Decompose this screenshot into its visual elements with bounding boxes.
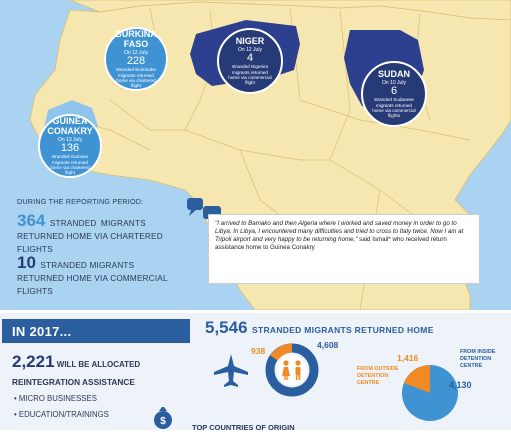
airplane-icon: [212, 352, 250, 388]
return-count: 4: [246, 52, 254, 65]
chartered-flights-stat: [17, 211, 177, 255]
quote-attribution: said Ismail* who received return assistance home to Guinea Conakry: [215, 236, 447, 251]
money-bag-icon: [152, 405, 174, 430]
in-2017-banner: IN 2017...: [2, 319, 190, 343]
return-date: On 12 July: [238, 47, 262, 54]
country-name: NIGER: [235, 36, 265, 47]
detention-pie-chart: [398, 361, 462, 425]
svg-text:$: $: [160, 416, 166, 427]
return-count: 6: [390, 85, 398, 98]
inside-detention-label: [460, 349, 495, 370]
reintegration-label: REINTEGRATION ASSISTANCE: [12, 377, 135, 387]
stat-value: 364: [17, 211, 46, 230]
guinea-conakry-bubble: [38, 114, 102, 178]
stat-text-b: MIGRANTS RETURNED HOME VIA CHARTERED FLIGHTS: [17, 219, 163, 254]
allocation-stat: [12, 352, 140, 372]
return-desc: stranded Burkinabe migrants returned home via chartered flight: [116, 67, 156, 89]
stat-text-a: STRANDED: [49, 219, 97, 228]
commercial-flights-stat: [17, 253, 177, 297]
return-desc: stranded Nigerien migrants returned home via commercial flight: [228, 64, 272, 86]
top-countries-heading: TOP COUNTRIES OF ORIGIN: [192, 423, 295, 432]
label-line: FROM OUTSIDE: [357, 366, 399, 372]
bullet-text: EDUCATION/TRAININGS: [18, 410, 109, 419]
label-line: DETENTION: [357, 373, 389, 379]
stat-value: 10: [17, 253, 36, 272]
gender-donut-chart: [262, 340, 322, 400]
niger-bubble: [217, 28, 283, 94]
label-line: FROM INSIDE: [460, 349, 496, 355]
bullet-text: MICRO BUSINESSES: [18, 394, 97, 403]
stat-text-b: RETURNED HOME VIA COMMERCIAL FLIGHTS: [17, 274, 168, 296]
country-name: BURKINA FASO: [115, 29, 157, 50]
male-count: 4,608: [317, 340, 339, 350]
bullet-education: • EDUCATION/TRAININGS: [14, 410, 109, 419]
country-name: GUINEA CONAKRY: [47, 116, 93, 137]
return-desc: stranded Sudanese migrants returned home via commercial flights: [372, 97, 416, 119]
inside-detention-count: 4,130: [449, 380, 472, 390]
outside-detention-count: 1,416: [397, 353, 419, 363]
total-label: STRANDED MIGRANTS RETURNED HOME: [252, 325, 434, 335]
return-desc: stranded Guinean migrants returned home via chartered flight: [50, 154, 90, 176]
label-line: DETENTION: [460, 356, 492, 362]
return-count: 136: [60, 142, 80, 155]
quote-text: "I arrived to Bamako and then Algeria where I worked and saved money in order to go to Libya. In Libya, I encountered many difficulties and tried to cross to Italy twice. Now I am at Tripoli airport and very happy to be returning home,": [215, 220, 464, 243]
alloc-text: WILL BE ALLOCATED: [56, 360, 141, 369]
total-value: 5,546: [205, 318, 248, 337]
label-line: CENTRE: [357, 380, 380, 386]
country-name: SUDAN: [377, 69, 410, 80]
total-returned-stat: [205, 318, 434, 338]
return-date: On 12 July: [124, 50, 148, 57]
return-date: On 10 July: [382, 80, 406, 87]
return-count: 228: [126, 55, 146, 68]
burkina-faso-bubble: [104, 27, 168, 91]
label-line: CENTRE: [460, 363, 483, 369]
alloc-value: 2,221: [12, 352, 55, 371]
female-count: 938: [251, 346, 266, 356]
sudan-bubble: [361, 61, 427, 127]
return-date: On 13 July: [58, 137, 82, 144]
bullet-micro-businesses: • MICRO BUSINESSES: [14, 394, 97, 403]
outside-detention-label: [357, 366, 398, 387]
migrant-quote-box: [208, 214, 480, 284]
reporting-period-heading: DURING THE REPORTING PERIOD:: [17, 197, 144, 206]
stat-text-a: STRANDED MIGRANTS: [40, 261, 135, 270]
